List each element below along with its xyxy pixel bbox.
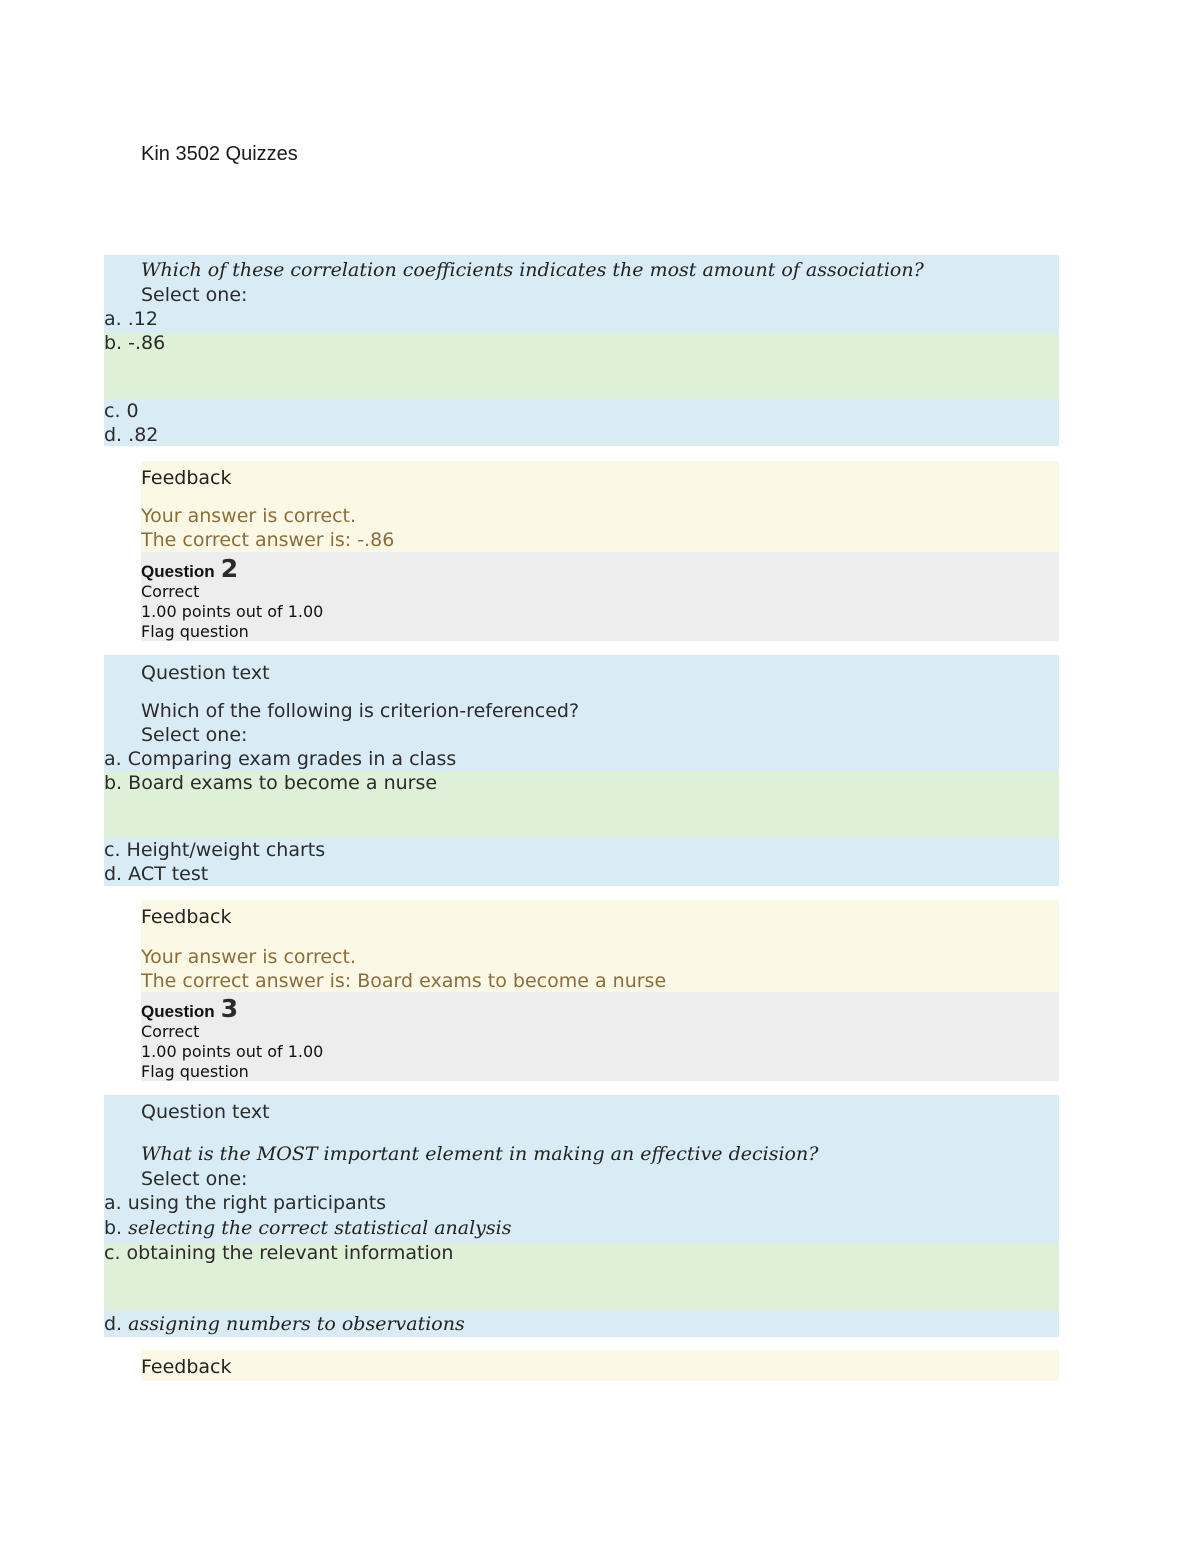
- question-2-feedback: [141, 900, 1059, 992]
- question-3-selected-option[interactable]: [104, 1243, 1059, 1310]
- question-2-selected-option[interactable]: [104, 771, 1059, 838]
- feedback-label: Feedback: [141, 1356, 232, 1378]
- question-3-info: [141, 992, 1059, 1081]
- option-c[interactable]: c. 0: [104, 400, 139, 422]
- option-a[interactable]: a. .12: [104, 308, 158, 330]
- question-number: 3: [220, 994, 239, 1023]
- question-2-prompt: Which of the following is criterion-referenced?: [141, 700, 580, 722]
- option-a[interactable]: a. Comparing exam grades in a class: [104, 748, 457, 770]
- feedback-label: Feedback: [141, 906, 232, 928]
- option-c[interactable]: c. obtaining the relevant information: [104, 1242, 454, 1264]
- question-1-prompt: Which of these correlation coefficients indicates the most amount of association?: [141, 259, 924, 281]
- question-3-feedback: [141, 1350, 1059, 1381]
- feedback-result: Your answer is correct.: [141, 505, 357, 527]
- question-2-stem: [104, 655, 1059, 771]
- flag-question-link[interactable]: Flag question: [141, 1062, 249, 1081]
- question-3-stem: [104, 1095, 1059, 1243]
- question-status: Correct: [141, 1022, 200, 1041]
- feedback-correct-answer: The correct answer is: -.86: [141, 529, 395, 551]
- question-3-heading: Question 3: [141, 994, 239, 1023]
- select-one-label: Select one:: [141, 284, 248, 306]
- question-number: 2: [220, 554, 239, 583]
- select-one-label: Select one:: [141, 724, 248, 746]
- option-a[interactable]: a. using the right participants: [104, 1192, 387, 1214]
- option-d[interactable]: d. assigning numbers to observations: [104, 1313, 465, 1335]
- option-b[interactable]: b. Board exams to become a nurse: [104, 772, 438, 794]
- question-1-stem: [104, 255, 1059, 333]
- feedback-label: Feedback: [141, 467, 232, 489]
- question-1-selected-option[interactable]: [104, 333, 1059, 399]
- question-3-prompt: What is the MOST important element in making an effective decision?: [141, 1143, 819, 1165]
- question-points: 1.00 points out of 1.00: [141, 1042, 324, 1061]
- question-2-info: [141, 552, 1059, 641]
- feedback-result: Your answer is correct.: [141, 946, 357, 968]
- select-one-label: Select one:: [141, 1168, 248, 1190]
- question-1-remaining-options: [104, 399, 1059, 446]
- flag-question-link[interactable]: Flag question: [141, 622, 249, 641]
- question-status: Correct: [141, 582, 200, 601]
- question-1-feedback: [141, 461, 1059, 552]
- feedback-correct-answer: The correct answer is: Board exams to become a nurse: [141, 970, 667, 992]
- question-2-remaining-options: [104, 838, 1059, 886]
- question-3-remaining-options: [104, 1310, 1059, 1337]
- option-c[interactable]: c. Height/weight charts: [104, 839, 326, 861]
- option-b[interactable]: b. -.86: [104, 332, 166, 354]
- question-text-label: Question text: [141, 662, 270, 684]
- question-points: 1.00 points out of 1.00: [141, 602, 324, 621]
- document-title: Kin 3502 Quizzes: [141, 143, 298, 165]
- option-b[interactable]: b. selecting the correct statistical analysis: [104, 1217, 512, 1239]
- question-text-label: Question text: [141, 1101, 270, 1123]
- option-d[interactable]: d. .82: [104, 424, 159, 446]
- question-2-heading: Question 2: [141, 554, 239, 583]
- option-d[interactable]: d. ACT test: [104, 863, 209, 885]
